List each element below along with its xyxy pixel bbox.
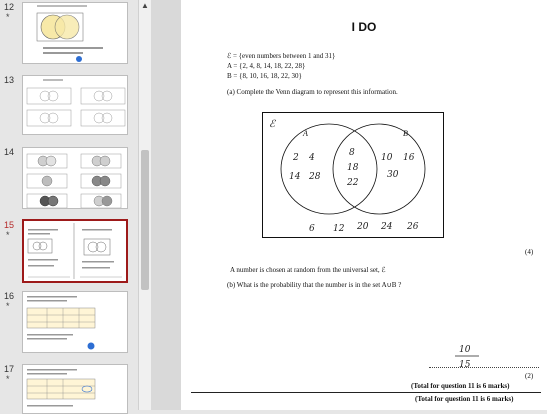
thumbnail-scrollbar[interactable] bbox=[138, 0, 151, 410]
set-b-label: B bbox=[403, 129, 408, 138]
thumbnail-row-12[interactable] bbox=[0, 0, 138, 66]
outside-value: 6 bbox=[309, 224, 315, 234]
intersection-value: 18 bbox=[347, 163, 359, 173]
set-a-label: A bbox=[303, 129, 308, 138]
thumbnail-row-17[interactable] bbox=[0, 362, 138, 410]
slide-number: 17 bbox=[4, 364, 15, 374]
thumbnail-preview bbox=[24, 221, 126, 281]
question-a: (a) Complete the Venn diagram to represent this information. bbox=[227, 88, 398, 96]
divider-line bbox=[191, 392, 541, 393]
only-b-value: 10 bbox=[381, 153, 393, 163]
slide-number: 12 bbox=[4, 2, 15, 12]
slide-thumbnail-13[interactable] bbox=[22, 75, 128, 135]
set-a-circle bbox=[281, 124, 377, 214]
only-a-value: 4 bbox=[309, 153, 315, 163]
thumbnail-row-15[interactable] bbox=[0, 217, 138, 285]
only-b-value: 30 bbox=[387, 170, 399, 180]
total-marks-line-1: (Total for question 11 is 6 marks) bbox=[411, 382, 510, 390]
answer-numerator: 10 bbox=[459, 345, 471, 355]
marks-part-a: (4) bbox=[525, 248, 534, 256]
marks-part-b: (2) bbox=[525, 372, 534, 380]
total-marks-line-2: (Total for question 11 is 6 marks) bbox=[415, 395, 514, 403]
thumbnail-row-16[interactable] bbox=[0, 289, 138, 357]
slide-star: * bbox=[6, 12, 10, 22]
thumbnail-preview bbox=[23, 292, 128, 353]
slide-title: I DO bbox=[351, 20, 377, 34]
thumbnail-preview bbox=[23, 365, 128, 413]
slide-thumbnail-14[interactable] bbox=[22, 147, 128, 209]
slide-star: * bbox=[6, 230, 10, 240]
slide-number: 15 bbox=[4, 220, 15, 230]
only-a-value: 2 bbox=[293, 153, 299, 163]
outside-value: 26 bbox=[407, 222, 419, 232]
only-a-value: 28 bbox=[309, 172, 321, 182]
answer-denominator: 15 bbox=[459, 360, 471, 370]
intersection-value: 22 bbox=[347, 178, 359, 188]
universal-set-definition: ℰ = {even numbers between 1 and 31} bbox=[227, 52, 336, 60]
outside-value: 24 bbox=[381, 222, 393, 232]
slide-thumbnail-16[interactable] bbox=[22, 291, 128, 353]
slide-number: 16 bbox=[4, 291, 15, 301]
only-b-value: 16 bbox=[403, 153, 415, 163]
thumbnail-preview bbox=[23, 3, 128, 64]
slide-canvas bbox=[151, 0, 547, 410]
slide-thumbnail-12[interactable] bbox=[22, 2, 128, 64]
thumbnail-row-13[interactable] bbox=[0, 73, 138, 139]
scroll-up-arrow-icon[interactable]: ▲ bbox=[141, 1, 149, 10]
outside-value: 12 bbox=[333, 224, 345, 234]
thumbnail-row-14[interactable] bbox=[0, 145, 138, 213]
set-b-definition: B = {8, 10, 16, 18, 22, 30} bbox=[227, 72, 302, 80]
set-a-definition: A = {2, 4, 8, 14, 18, 22, 28} bbox=[227, 62, 306, 70]
question-b: (b) What is the probability that the number is in the set A∪B ? bbox=[227, 281, 402, 289]
slide-thumbnail-15[interactable] bbox=[22, 219, 128, 283]
slide-star: * bbox=[6, 374, 10, 384]
slide-page bbox=[181, 0, 547, 410]
handwritten-answer bbox=[451, 340, 511, 374]
slide-star: * bbox=[6, 301, 10, 311]
slide-number: 14 bbox=[4, 147, 15, 157]
slide-thumbnail-17[interactable] bbox=[22, 364, 128, 414]
answer-line bbox=[429, 367, 539, 368]
thumbnail-preview bbox=[23, 76, 128, 135]
only-a-value: 14 bbox=[289, 172, 301, 182]
outside-value: 20 bbox=[357, 222, 369, 232]
venn-universal-label: ℰ bbox=[269, 119, 276, 130]
thumbnail-preview bbox=[23, 148, 128, 209]
slide-number: 13 bbox=[4, 75, 15, 85]
scrollbar-thumb[interactable] bbox=[141, 150, 149, 290]
intersection-value: 8 bbox=[349, 148, 355, 158]
slide-thumbnail-pane bbox=[0, 0, 138, 410]
venn-drawing bbox=[263, 113, 445, 239]
venn-diagram bbox=[262, 112, 444, 238]
random-choice-statement: A number is chosen at random from the universal set, ℰ bbox=[230, 266, 386, 274]
